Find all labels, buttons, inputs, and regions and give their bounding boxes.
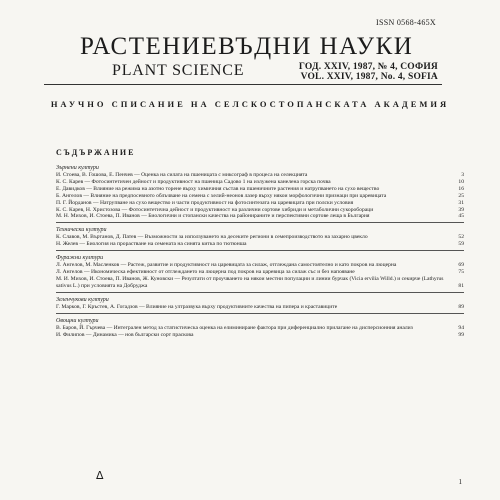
entry-page-number: 75 bbox=[458, 269, 464, 276]
page-number: 1 bbox=[458, 478, 462, 486]
journal-title-english: PLANT SCIENCE bbox=[112, 62, 245, 79]
entry-text: К. Славов, М. Въртанов, Д. Патев — Възможности за използуването на десеките региони в семепроизводството на захарно цвекло bbox=[56, 234, 368, 241]
header-rule bbox=[44, 84, 442, 85]
toc-entry[interactable] bbox=[56, 172, 464, 179]
volume-info-english: VOL. XXIV, 1987, No. 4, SOFIA bbox=[300, 72, 438, 82]
entry-text: Л. Ангелов — Икономическа ефективност от отглеждането на люцерна под покров на царевица за силаж със и без напояване bbox=[56, 269, 355, 276]
entry-text: Г. Марков, Г. Кръстев, А. Гогадзов — Влияние на ултразвука върху продуктивните качества на пипера и краставиците bbox=[56, 303, 338, 310]
toc-entry[interactable] bbox=[56, 332, 464, 339]
toc-entry[interactable] bbox=[56, 213, 464, 220]
section-divider bbox=[56, 292, 464, 293]
toc-entry[interactable] bbox=[56, 241, 464, 248]
journal-title-bulgarian: РАСТЕНИЕВЪДНИ НАУКИ bbox=[80, 33, 414, 60]
section-title: Зеленчукови култури bbox=[56, 296, 109, 303]
section-divider bbox=[56, 313, 464, 314]
volume-info-bulgarian: ГОД. XXIV, 1987, № 4, СОФИЯ bbox=[298, 62, 438, 72]
toc-entry[interactable] bbox=[56, 304, 464, 311]
entry-text: П. Г. Йорданов — Натрупване на сухо вещество и части продуктивност на фотосинтезата на царевицата при полски условия bbox=[56, 199, 354, 206]
entry-page-number: 31 bbox=[458, 199, 464, 206]
entry-page-number: 3 bbox=[461, 172, 464, 178]
entry-page-number: 59 bbox=[458, 241, 464, 248]
entry-text: Н. Желев — Биология на прорастване на семената на синята китка по тютюнша bbox=[56, 241, 247, 248]
section-title: Зърнени култури bbox=[56, 165, 99, 171]
entry-text: В. Баров, Й. Гърчева — Интегрален метод за статистическа оценка на елиминиране фактора при диференциално прилагане на дисперсионния анализ bbox=[56, 324, 413, 331]
entry-page-number: 89 bbox=[458, 303, 464, 310]
section-title: Технически култури bbox=[56, 227, 107, 234]
toc-entry[interactable] bbox=[56, 179, 464, 186]
entry-text: М. И. Михов, И. Стоева, П. Иванов, Ж. Куновски — Резултати от проучването на някои местни популации и линии бурчак (Vicia ervilia Willd.) и секирче (Lathyrus sativus L.) при условията на Добруджа bbox=[56, 275, 444, 289]
entry-page-number: 39 bbox=[458, 206, 464, 213]
entry-text: М. Н. Михов, И. Стоева, П. Иванов — Биологични и стопански качества на районираните и перспективни сортове леща в България bbox=[56, 213, 370, 220]
toc-entry[interactable] bbox=[56, 276, 464, 290]
section-title: Фуражни култури bbox=[56, 255, 104, 262]
entry-page-number: 10 bbox=[458, 178, 464, 185]
entry-text: К. С. Карев — Фотосинтетичен дейност и продуктивност на пшеница Садово 1 на излужена канелена горска почва bbox=[56, 178, 331, 185]
toc-section bbox=[56, 317, 464, 339]
table-of-contents bbox=[56, 161, 464, 339]
entry-page-number: 69 bbox=[458, 262, 464, 269]
entry-page-number: 25 bbox=[458, 192, 464, 199]
entry-text: Л. Ангелов, М. Масленков — Растеж, развитие и продуктивност на царевицата за силаж, отглеждана самостоятелно и като покров на люцерна bbox=[56, 262, 397, 269]
stamp-mark: ⵠ bbox=[96, 470, 104, 482]
toc-entry[interactable] bbox=[56, 200, 464, 207]
entry-text: К. С. Карев, Н. Христозова — Фотосинтетична дейност и продуктивност на различни сортове хибриди и метаболични сукоробораци bbox=[56, 206, 374, 213]
toc-section bbox=[56, 296, 464, 311]
entry-page-number: 94 bbox=[458, 324, 464, 331]
toc-heading: СЪДЪРЖАНИЕ bbox=[56, 148, 136, 157]
entry-text: И. Стоева, В. Гошова, Е. Пенчев — Оценка на силата на пшеницата с миксограф в процеса на селекцията bbox=[56, 172, 308, 178]
entry-text: Б. Ангелов — Влияние на предпосевното облъчване на семена с хелий-неонов лазер върху някои морфологични признаци при царевицата bbox=[56, 192, 387, 199]
toc-entry[interactable] bbox=[56, 234, 464, 241]
entry-page-number: 52 bbox=[458, 234, 464, 241]
toc-entry[interactable] bbox=[56, 193, 464, 200]
section-divider bbox=[56, 222, 464, 223]
toc-entry[interactable] bbox=[56, 325, 464, 332]
entry-page-number: 45 bbox=[458, 213, 464, 220]
entry-page-number: 81 bbox=[458, 282, 464, 289]
toc-entry[interactable] bbox=[56, 269, 464, 276]
entry-text: Е. Давидков — Влияние на режима на азотно торене върху химичния състав на пшеничните растения и натрупването на сухо вещество bbox=[56, 185, 380, 192]
toc-section bbox=[56, 254, 464, 290]
section-divider bbox=[56, 250, 464, 251]
toc-entry[interactable] bbox=[56, 186, 464, 193]
toc-section bbox=[56, 164, 464, 220]
publisher-line: НАУЧНО СПИСАНИЕ НА СЕЛСКОСТОПАНСКАТА АКАДЕМИЯ bbox=[50, 99, 450, 109]
section-title: Овощни култури bbox=[56, 317, 99, 324]
toc-section bbox=[56, 226, 464, 248]
entry-page-number: 16 bbox=[458, 185, 464, 192]
entry-page-number: 99 bbox=[458, 331, 464, 338]
entry-text: И. Филипов — Динамика — нов български сорт праскова bbox=[56, 331, 194, 338]
issn: ISSN 0568-465X bbox=[376, 18, 436, 27]
